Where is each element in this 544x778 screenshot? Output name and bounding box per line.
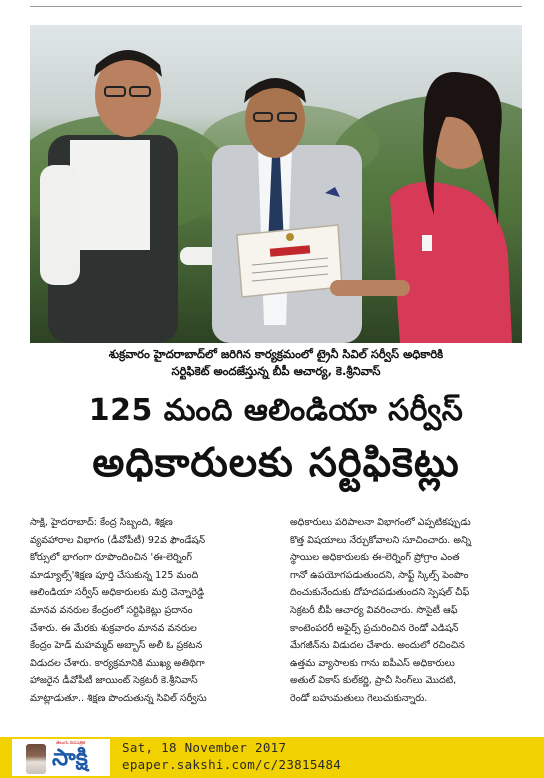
sakshi-logo[interactable] <box>12 739 110 776</box>
epaper-url[interactable]: epaper.sakshi.com/c/23815484 <box>122 757 342 772</box>
news-photo <box>30 25 522 343</box>
article-line: మాట్లాడుతూ.. శిక్షణ పొందుతున్న సివిల్ సర్వీసు <box>30 692 207 704</box>
article-line: మాడ్యూల్స్‌'శిక్షణ పూర్తి చేసుకున్న 125 మంది <box>30 569 199 581</box>
article-line: కాంటెంపరరీ అఫైర్స్ ప్రచురించిన రెండో ఎడిషన్ <box>290 622 459 634</box>
article-line: చేశారు. ఈ మేరకు శుక్రవారం మానవ వనరుల <box>30 622 197 634</box>
certificate <box>237 225 342 297</box>
article-line: అధికారులు పరిపాలనా విభాగంలో ఎప్పటికప్పుడు <box>290 517 471 528</box>
article-line: కొత్త విషయాలు నేర్చుకోవాలని సూచించారు. అన్ని <box>290 534 472 546</box>
article-line: గానో ఉపయోగపడుతుందని, సాఫ్ట్ స్కిల్స్ పెంపొం <box>290 569 469 581</box>
footer-bar <box>0 737 544 778</box>
article-line: అతుల్ వికాస్ కుల్‌కర్ణి, ప్రాచీ సింగ్‌లు మొదటి, <box>290 675 457 687</box>
article-line: మేగజీన్‌ను విడుదల చేశారు. అందులో రచించిన <box>290 640 465 652</box>
article-line: స్థాయిల అధికారులకు ఈ-లెర్నింగ్ ప్రోగ్రాం ఎంత <box>290 552 460 564</box>
headline-main: అధికారులకు సర్టిఫికెట్లు <box>92 440 460 486</box>
photo-illustration <box>30 25 522 343</box>
article-line: మానవ వనరుల కేంద్రంలో సర్టిఫికెట్లు ప్రదానం <box>30 604 193 616</box>
article-line: రెండో బహుమతులు గెలుచుకున్నారు. <box>290 692 428 704</box>
article-line: సాక్షి, హైదరాబాద్: కేంద్ర సిబ్బంది, శిక్షణ <box>30 517 173 528</box>
edition-date: Sat, 18 November 2017 <box>122 740 287 755</box>
article-line: వ్యవహారాల విభాగం (డీవోపీటీ) 92వ ఫౌండేషన్ <box>30 534 206 546</box>
top-divider <box>30 6 522 7</box>
article-line: హాజరైన డీవోపీటీ జాయింట్ సెక్రటరీ కె.శ్రీనివాస్ <box>30 675 198 687</box>
brand-tagline: తెలుగు దినపత్రిక <box>56 741 86 746</box>
headline-kicker: 125 మంది ఆలిండియా సర్వీస్ <box>88 393 464 428</box>
article-column-right <box>290 514 524 708</box>
article-line: ఆలిండియా సర్వీస్ అధికారులకు మర్రి చెన్నారెడ్డి <box>30 587 205 599</box>
founder-portrait-icon <box>26 744 46 774</box>
article-line: కోర్సులో భాగంగా రూపొందించిన 'ఈ-లెర్నింగ్ <box>30 552 193 564</box>
article-line: దించుకునేందుకు దోహదపడుతుందని స్పెషల్ చీఫ్ <box>290 587 470 599</box>
brand-name: సాక్షి <box>52 745 88 771</box>
caption-line-1: శుక్రవారం హైదరాబాద్‌లో జరిగిన కార్యక్రమంలో ట్రైనీ సివిల్ సర్వీస్ అధికారికి <box>108 347 444 361</box>
article-line: ఉత్తమ వ్యాసాలకు గాను ఐపీఎస్ అధికారులు <box>290 657 455 669</box>
caption-line-2: సర్టిఫికెట్ అందజేస్తున్న బీపీ ఆచార్య, కె.శ్రీనివాస్ <box>171 364 381 378</box>
article-line: విడుదల చేశారు. కార్యక్రమానికి ముఖ్య అతిథిగా <box>30 657 205 669</box>
article-line: కేంద్రం హెడ్ మహమ్మద్ అబ్బాస్ అలీ ఓ ప్రకటన <box>30 640 203 652</box>
article-column-left <box>30 514 274 708</box>
photo-caption <box>30 346 522 380</box>
article-line: సెక్రటరీ బీపీ ఆచార్య వివరించారు. సొసైటీ ఆఫ్ <box>290 604 458 616</box>
